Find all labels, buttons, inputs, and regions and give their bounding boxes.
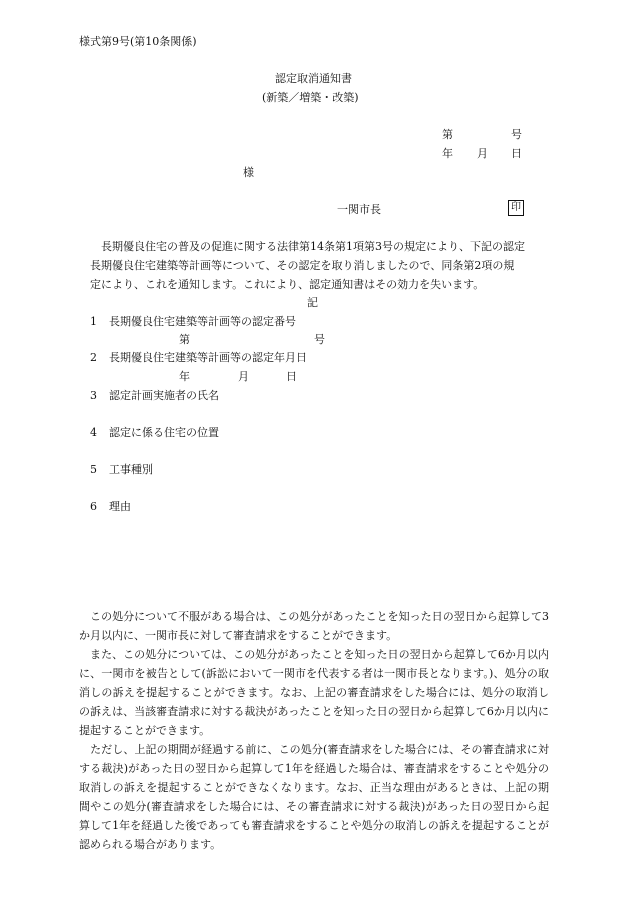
item-label: 認定計画実施者の氏名: [109, 389, 219, 402]
appeal-notice-paragraph-2: また、この処分については、この処分があったことを知った日の翌日から起算して6か月以内に、一関市を被告として(訴訟において一関市を代表する者は一関市長となります。)、処分の取消しの訴えを提起することができます。なお、上記の審査請求をした場合には、処分の取消しの訴えは、当該審査請求に対する裁決があったことを知った日の翌日から起算して6か月以内に提起することができます。: [79, 648, 549, 737]
cert-number-suffix: 号: [314, 333, 325, 346]
intro-line-3: 定により、これを通知します。これにより、認定通知書はその効力を失います。: [90, 278, 485, 291]
seal-mark: 印: [508, 200, 524, 216]
addressee-suffix: 様: [243, 166, 254, 179]
cert-date-year: 年: [179, 370, 190, 383]
item-number: 1: [90, 315, 97, 328]
item-label: 認定に係る住宅の位置: [109, 426, 219, 439]
ki-mark: 記: [307, 296, 318, 309]
date-year: 年: [442, 147, 453, 160]
item-label: 長期優良住宅建築等計画等の認定番号: [109, 315, 296, 328]
cert-date-month: 月: [238, 370, 249, 383]
item-number: 3: [90, 389, 97, 402]
appeal-notice-paragraph-3: ただし、上記の期間が経過する前に、この処分(審査請求をした場合には、その審査請求に対する裁決)があった日の翌日から起算して1年を経過した場合は、審査請求をすることや処分の取消しの訴えを提起することができなくなります。なお、正当な理由があるときは、上記の期間やこの処分(審査請求をした場合には、その審査請求に対する裁決)があった日の翌日から起算して1年を経過した後であっても審査請求をすることや処分の取消しの訴えを提起することが認められる場合があります。: [79, 743, 549, 851]
item-label: 工事種別: [109, 463, 153, 476]
intro-line-1: 長期優良住宅の普及の促進に関する法律第14条第1項第3号の規定により、下記の認定: [101, 240, 525, 253]
number-prefix: 第: [442, 128, 453, 141]
issuer: 一関市長: [337, 203, 381, 216]
appeal-notice-paragraph-1: この処分について不服がある場合は、この処分があったことを知った日の翌日から起算して3か月以内に、一関市長に対して審査請求をすることができます。: [79, 610, 549, 642]
form-number: 様式第9号(第10条関係): [79, 35, 197, 48]
document-title: 認定取消通知書: [275, 72, 352, 85]
item-label: 理由: [109, 500, 131, 513]
item-label: 長期優良住宅建築等計画等の認定年月日: [109, 351, 307, 364]
document-subtitle: (新築／増築・改築): [262, 91, 359, 104]
item-number: 4: [90, 426, 97, 439]
date-day: 日: [511, 147, 522, 160]
cert-number-prefix: 第: [179, 333, 190, 346]
intro-line-2: 長期優良住宅建築等計画等について、その認定を取り消しましたので、同条第2項の規: [90, 259, 515, 272]
cert-date-day: 日: [286, 370, 297, 383]
number-suffix: 号: [511, 128, 522, 141]
item-number: 6: [90, 500, 97, 513]
item-number: 5: [90, 463, 97, 476]
date-month: 月: [477, 147, 488, 160]
item-number: 2: [90, 351, 97, 364]
